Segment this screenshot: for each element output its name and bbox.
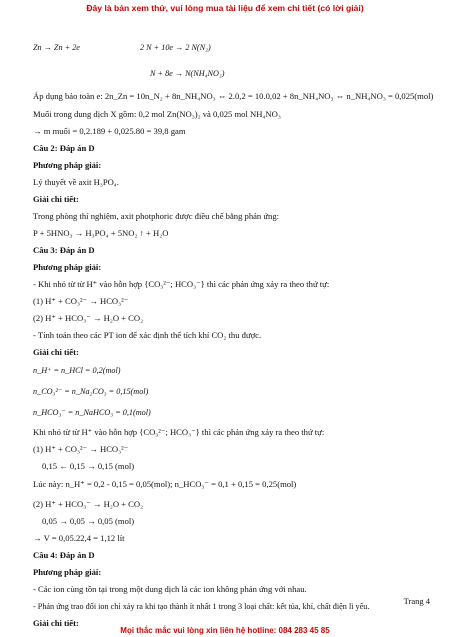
question-4-heading: Câu 4: Đáp án D — [33, 550, 95, 560]
calculation-note-line: - Tính toán theo các PT ion để xác định thể tích khí CO₂ thu được. — [33, 330, 262, 340]
order-of-reaction-line: - Khi nhỏ từ từ H⁺ vào hỗn hợp {CO₃²⁻; HCO₃⁻} thì các phản ứng xảy ra theo thứ tự: — [33, 279, 330, 289]
theory-line: Lý thuyết về axit H₃PO₄. — [33, 177, 119, 187]
solution-heading: Giải chi tiết: — [33, 194, 79, 204]
reaction-2-line: (2) H⁺ + HCO₃⁻ → H₂O + CO₂ — [33, 313, 144, 323]
method-heading: Phương pháp giải: — [33, 567, 102, 577]
salt-mass-line: → m muối = 0,2.189 + 0,025.80 = 39,8 gam — [33, 126, 186, 136]
electron-balance-line: Áp dụng bảo toàn e: 2n_Zn = 10n_N₂ + 8n_NH₄NO₃ ⇔ 2.0,2 = 10.0,02 + 8n_NH₄NO₃ ⇔ n_NH₄NO₃ = 0,025(mol) — [33, 91, 434, 101]
order-of-reaction-line: Khi nhỏ từ từ H⁺ vào hỗn hợp {CO₃²⁻; HCO₃⁻} thì các phản ứng xảy ra theo thứ tự: — [33, 427, 325, 437]
moles-co3-line: n_CO₃²⁻ = n_Na₂CO₃ = 0,15(mol) — [33, 387, 149, 396]
method-heading: Phương pháp giải: — [33, 262, 102, 272]
coexist-ions-line: - Các ion cùng tồn tại trong một dung dịch là các ion không phản ứng với nhau. — [33, 584, 307, 594]
remaining-moles-line: Lúc này: n_H⁺ = 0,2 - 0,15 = 0,05(mol); n_HCO₃⁻ = 0,1 + 0,15 = 0,25(mol) — [33, 479, 297, 489]
solution-heading: Giải chi tiết: — [33, 618, 79, 628]
preview-banner: Đây là bản xem thử, vui lòng mua tài liệu để xem chi tiết (có lời giải) — [86, 3, 364, 13]
moles-h-line: n_H⁺ = n_HCl = 0,2(mol) — [33, 366, 121, 375]
question-2-heading: Câu 2: Đáp án D — [33, 143, 95, 153]
method-heading: Phương pháp giải: — [33, 160, 102, 170]
reaction-1-line: (1) H⁺ + CO₃²⁻ → HCO₃²⁻ — [33, 296, 129, 306]
page-number: Trang 4 — [403, 596, 430, 606]
equation-nh4no3-reduction: N + 8e → N(NH₄NO₃) — [150, 69, 225, 78]
equation-zn-oxidation: Zn → Zn + 2e — [33, 43, 80, 52]
reaction-1-moles: 0,15 ← 0,15 → 0,15 (mol) — [42, 461, 135, 471]
reaction-1-line: (1) H⁺ + CO₃²⁻ → HCO₃²⁻ — [33, 444, 129, 454]
lab-prep-line: Trong phòng thí nghiệm, axit photphoric được điều chế bằng phản ứng: — [33, 211, 280, 221]
volume-result-line: → V = 0,05.22,4 = 1,12 lít — [33, 533, 125, 543]
equation-n2-reduction: 2 N + 10e → 2 N(N₂) — [140, 43, 211, 52]
question-3-heading: Câu 3: Đáp án D — [33, 245, 95, 255]
reaction-2-moles: 0,05 → 0,05 → 0,05 (mol) — [42, 516, 135, 526]
moles-hco3-line: n_HCO₃⁻ = n_NaHCO₃ = 0,1(mol) — [33, 408, 151, 417]
reaction-line: P + 5HNO₃ → H₃PO₄ + 5NO₂ ↑ + H₂O — [33, 228, 169, 238]
ion-exchange-line: - Phản ứng trao đổi ion chỉ xảy ra khi tạo thành ít nhất 1 trong 3 loại chất: kết tủa, khí, chất điện li yếu. — [33, 602, 370, 611]
solution-heading: Giải chi tiết: — [33, 347, 79, 357]
hotline-footer: Mọi thắc mắc vui lòng xin liên hệ hotline: 084 283 45 85 — [120, 626, 330, 635]
reaction-2-line: (2) H⁺ + HCO₃⁻ → H₂O + CO₂ — [33, 499, 144, 509]
salt-composition-line: Muối trong dung dịch X gồm: 0,2 mol Zn(NO₃)₂ và 0,025 mol NH₄NO₃ — [33, 109, 281, 119]
